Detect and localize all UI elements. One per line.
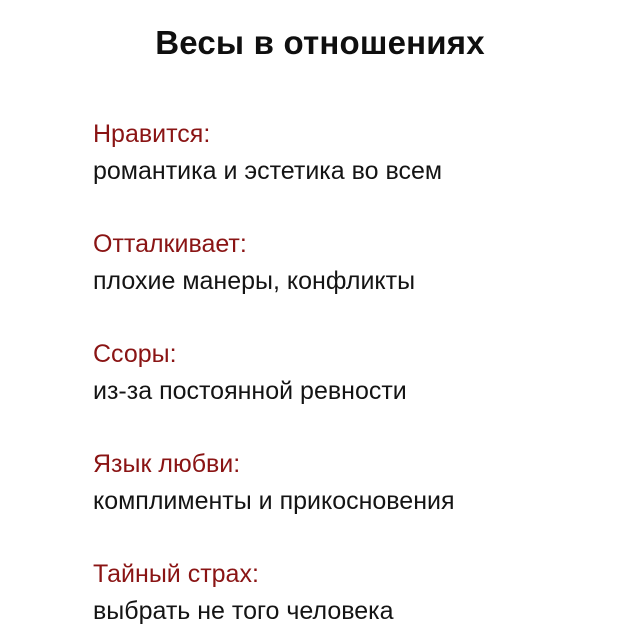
trait-dislikes <box>93 227 613 337</box>
trait-label: Отталкивает: <box>93 230 247 258</box>
trait-love-language <box>93 447 613 557</box>
trait-label: Нравится: <box>93 120 211 148</box>
trait-text: из-за постоянной ревности <box>93 377 407 405</box>
trait-text: романтика и эстетика во всем <box>93 157 443 185</box>
trait-text: комплименты и прикосновения <box>93 487 455 515</box>
trait-label: Тайный страх: <box>93 560 259 588</box>
trait-text: плохие манеры, конфликты <box>93 267 416 295</box>
trait-likes <box>93 117 613 227</box>
page-title: Весы в отношениях <box>155 24 485 61</box>
traits-list <box>93 117 613 640</box>
trait-label: Ссоры: <box>93 340 177 368</box>
trait-secret-fear <box>93 557 613 640</box>
trait-quarrels <box>93 337 613 447</box>
trait-text: выбрать не того человека <box>93 597 394 625</box>
trait-label: Язык любви: <box>93 450 241 478</box>
